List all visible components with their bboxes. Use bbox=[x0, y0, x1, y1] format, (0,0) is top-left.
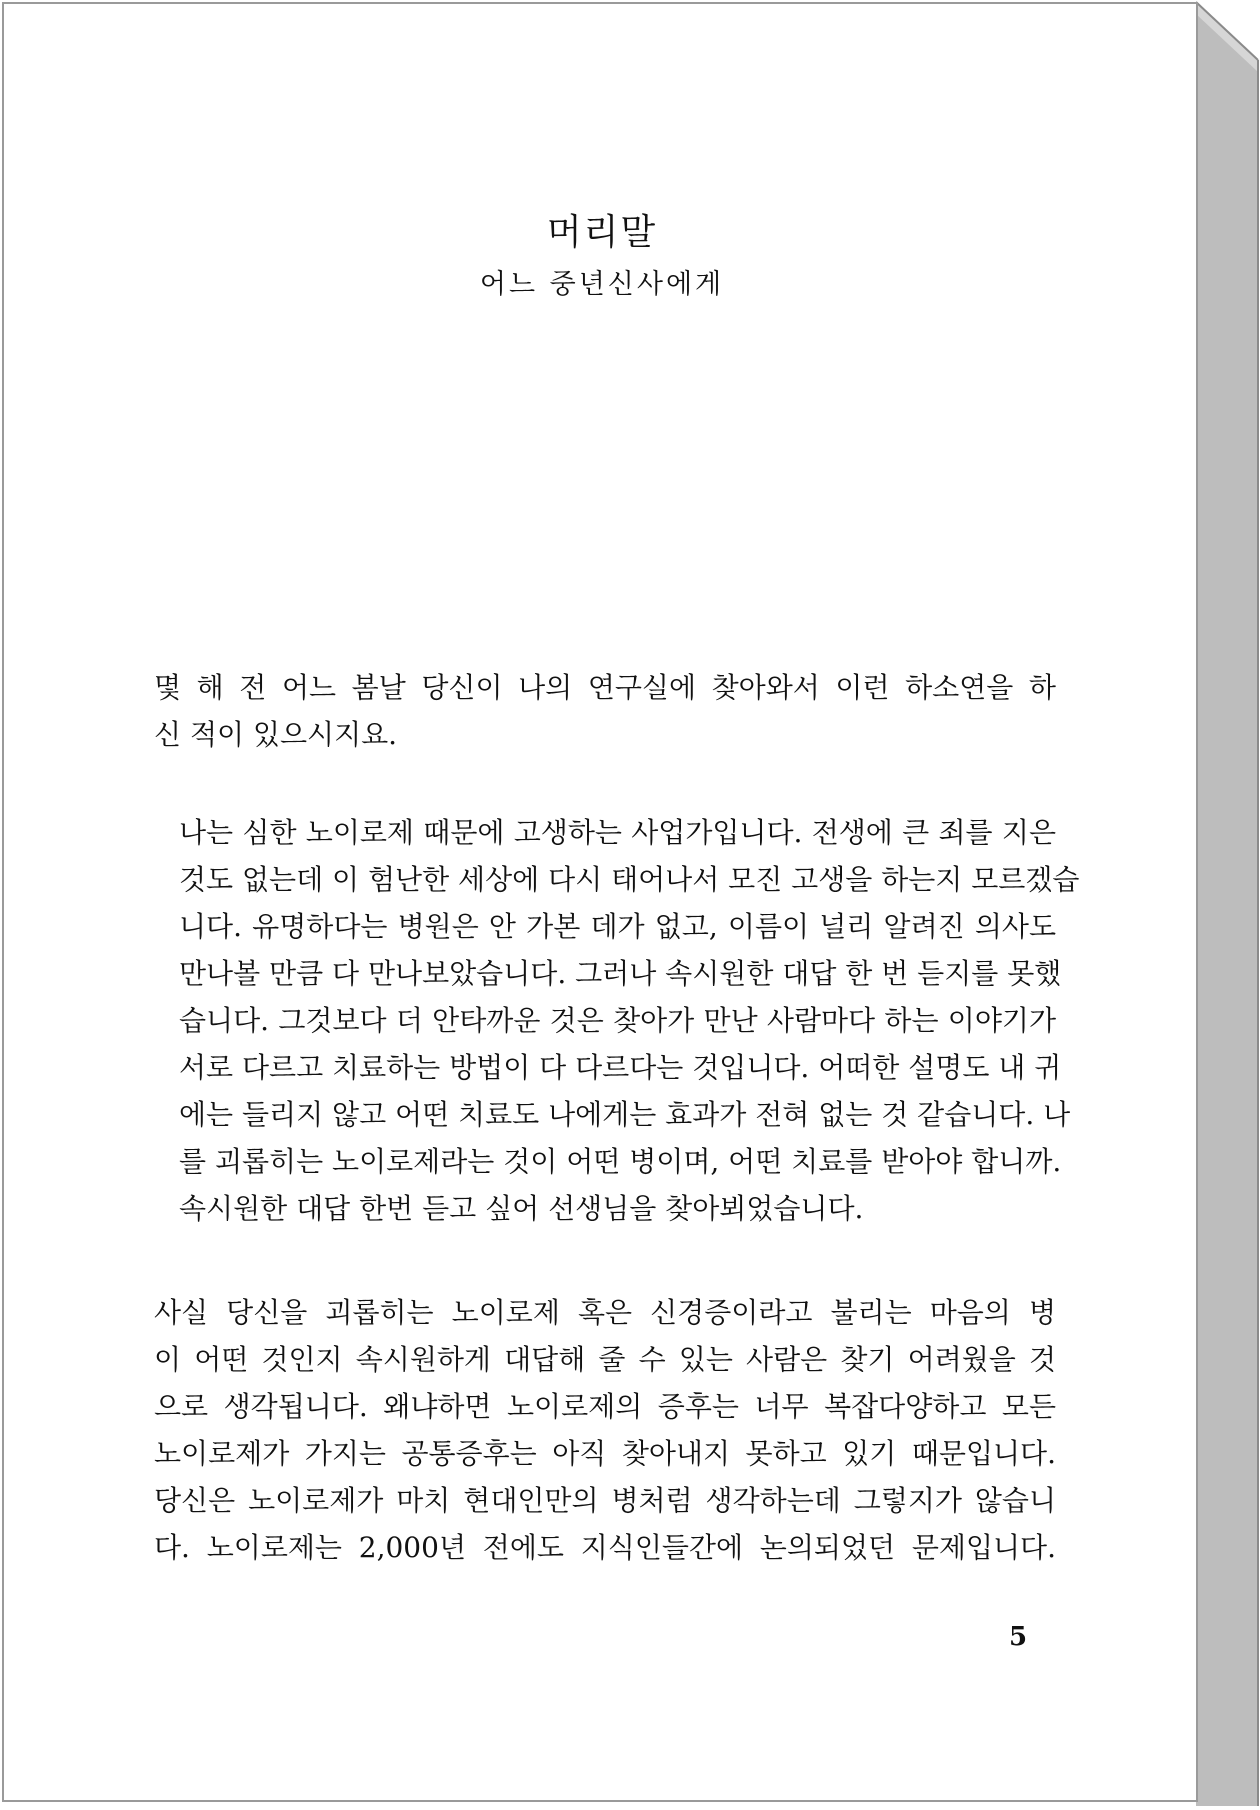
text-line: 나는 심한 노이로제 때문에 고생하는 사업가입니다. 전생에 큰 죄를 지은 bbox=[179, 816, 1056, 849]
text-line: 으로 생각됩니다. 왜냐하면 노이로제의 증후는 너무 복잡다양하고 모든 bbox=[154, 1390, 1056, 1423]
chapter-title: 머리말 bbox=[546, 212, 658, 253]
paragraph-answer bbox=[154, 1289, 1056, 1571]
text-line: 에는 들리지 않고 어떤 치료도 나에게는 효과가 전혀 없는 것 같습니다. 나 bbox=[179, 1098, 1071, 1131]
book-page bbox=[2, 2, 1198, 1802]
text-line: 이 어떤 것인지 속시원하게 대답해 줄 수 있는 사람은 찾기 어려웠을 것 bbox=[154, 1343, 1056, 1376]
text-line: 습니다. 그것보다 더 안타까운 것은 찾아가 만난 사람마다 하는 이야기가 bbox=[179, 1004, 1056, 1037]
text-line: 몇 해 전 어느 봄날 당신이 나의 연구실에 찾아와서 이런 하소연을 하 bbox=[154, 671, 1056, 704]
chapter-subtitle: 어느 중년신사에게 bbox=[479, 269, 725, 300]
text-line: 니다. 유명하다는 병원은 안 가본 데가 없고, 이름이 널리 알려진 의사도 bbox=[179, 910, 1056, 943]
paragraph-intro bbox=[154, 664, 1056, 758]
text-line: 사실 당신을 괴롭히는 노이로제 혹은 신경증이라고 불리는 마음의 병 bbox=[154, 1296, 1056, 1329]
paragraph-quote bbox=[179, 809, 1080, 1232]
page-number: 5 bbox=[1009, 1622, 1028, 1652]
text-line: 만나볼 만큼 다 만나보았습니다. 그러나 속시원한 대답 한 번 듣지를 못했 bbox=[179, 957, 1062, 990]
text-line: 서로 다르고 치료하는 방법이 다 다르다는 것입니다. 어떠한 설명도 내 귀 bbox=[179, 1051, 1062, 1084]
text-line: 를 괴롭히는 노이로제라는 것이 어떤 병이며, 어떤 치료를 받아야 합니까. bbox=[179, 1145, 1062, 1178]
text-line: 것도 없는데 이 험난한 세상에 다시 태어나서 모진 고생을 하는지 모르겠습 bbox=[179, 863, 1080, 896]
text-line: 신 적이 있으시지요. bbox=[154, 718, 398, 751]
text-line: 노이로제가 가지는 공통증후는 아직 찾아내지 못하고 있기 때문입니다. bbox=[154, 1437, 1056, 1470]
text-line: 속시원한 대답 한번 듣고 싶어 선생님을 찾아뵈었습니다. bbox=[179, 1192, 864, 1225]
text-line: 다. 노이로제는 2,000년 전에도 지식인들간에 논의되었던 문제입니다. bbox=[154, 1531, 1056, 1564]
text-line: 당신은 노이로제가 마치 현대인만의 병처럼 생각하는데 그렇지가 않습니 bbox=[154, 1484, 1056, 1517]
